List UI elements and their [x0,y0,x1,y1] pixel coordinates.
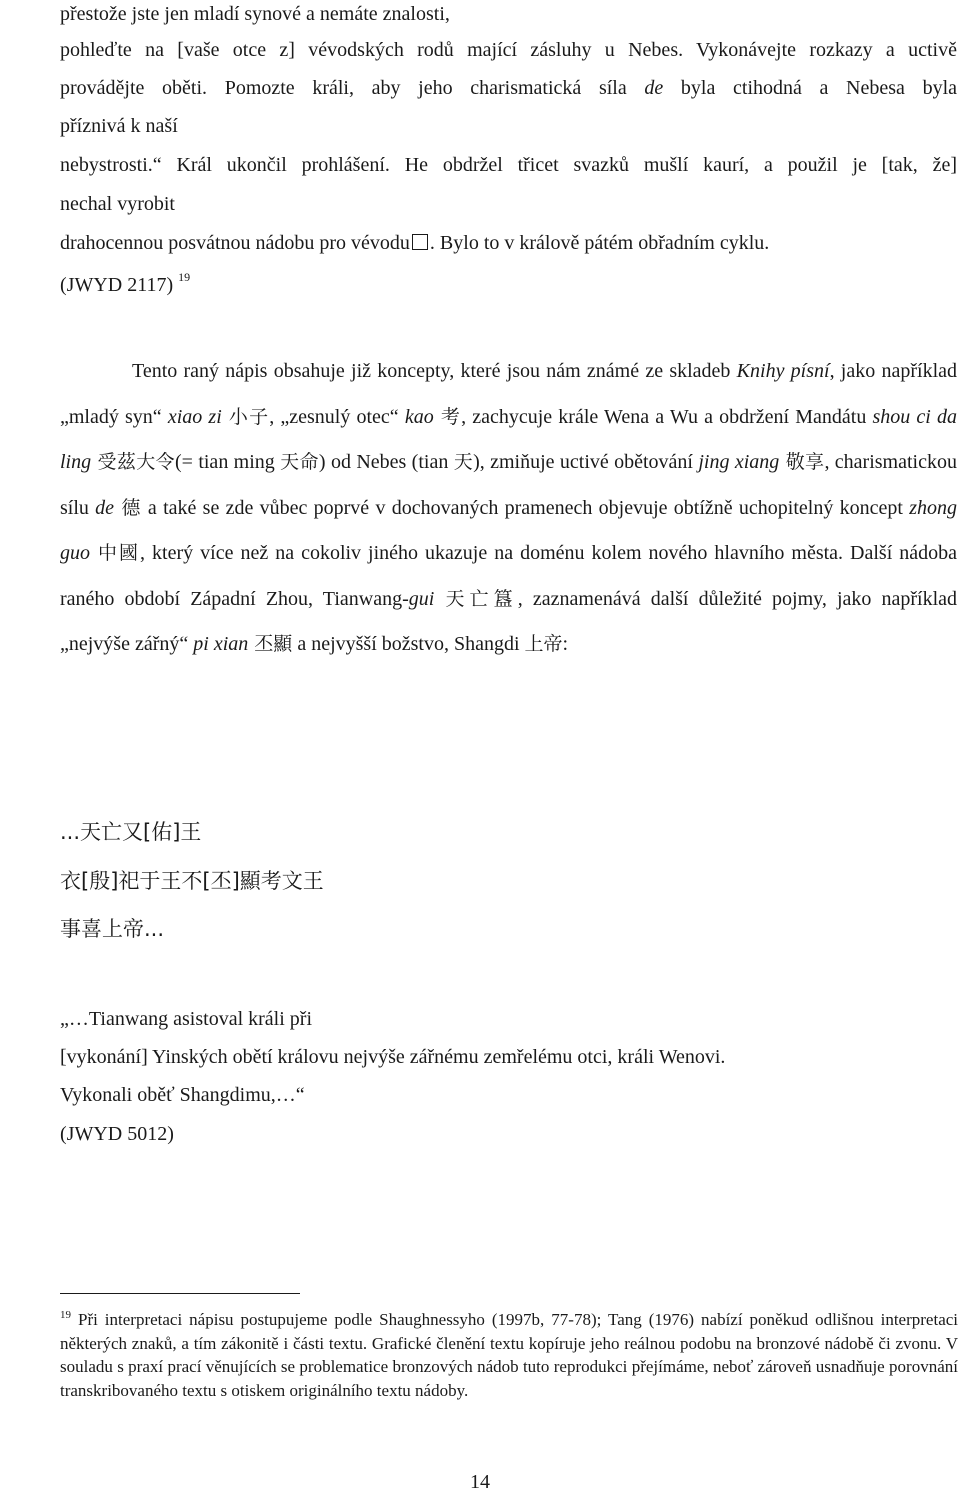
chinese-characters: 上帝 [524,633,563,655]
text-fragment: , „zesnulý otec“ [269,405,405,428]
chinese-characters: 天 [453,451,474,473]
term-italic: gui [408,587,435,610]
text-fragment: Tento raný nápis obsahuje již koncepty, které jsou nám známé ze skladeb [132,360,737,382]
text-fragment: . Bylo to v králově pátém obřadním cyklu. [429,232,770,254]
term-italic: kao [404,405,434,428]
text-fragment: provádějte oběti. Pomozte králi, aby jeho charismatická síla [60,77,645,99]
chinese-characters: 敬享 [779,451,825,473]
text-fragment: , jako například „mladý syn“ [60,360,958,428]
term-de: de [644,77,664,99]
term-italic: xiao zi [167,405,222,428]
citation: (JWYD 2117) [60,274,174,296]
citation-line [60,270,191,297]
text-fragment: , charismatickou sílu [60,451,957,519]
chinese-characters: 小子 [221,405,270,428]
text-line: přestože jste jen mladí synové a nemáte znalosti, [60,3,450,25]
text-fragment: , zaznamenává další důležité pojmy, jako například „nejvýše zářný“ [60,587,958,655]
term-italic: shou ci da ling [60,405,957,473]
chinese-characters: 德 [114,496,142,519]
translation-line: [vykonání] Yinských obětí královu nejvýše zářnému zemřelému otci, králi Wenovi. [60,1046,726,1068]
inscription-line: 衣[殷]祀于王不[丕]顯考文王 [60,869,324,893]
text-line [60,231,769,255]
text-line [60,76,957,100]
text-fragment: a nejvyšší božstvo, Shangdi [292,633,525,655]
text-fragment: byla ctihodná a Nebesa byla [663,77,958,99]
text-fragment: ) od Nebes (tian [318,451,454,473]
term-italic: zhong guo [60,496,957,564]
title-italic: Knihy písní [736,360,830,382]
footnote [60,1308,958,1403]
text-fragment: ), zmiňuje uctivé obětování [473,451,699,473]
chinese-characters: 考 [433,405,462,428]
inscription-line: ...天亡又[佑]王 [60,820,202,844]
text-fragment: : [562,633,569,655]
footnote-text: Při interpretaci nápisu postupujeme podle Shaughnessyho (1997b, 77-78); Tang (1976) nabízí poněkud odlišnou interpretaci některých znaků, a tím zákonitě i části textu. Grafické členění textu kopíruje jeho reálnou podobu na bronzové nádobě či zvonu. V souladu s praxí prací věnujících se problematice bronzových nádob tuto reprodukci přejímáme, neboť zároveň usnadňuje porovnání transkribovaného textu s otiskem originálního textu nádoby. [60,1310,959,1401]
footnote-reference[interactable]: 19 [178,270,191,284]
missing-character-box-icon [412,234,428,250]
page-number: 14 [470,1471,490,1493]
text-line: nechal vyrobit [60,193,175,215]
text-fragment: drahocennou posvátnou nádobu pro vévodu [60,232,410,254]
text-fragment: , který více než na cokoliv jiného ukazuje na doménu kolem nového hlavního města. Další nádoba raného období Západní Zhou, Tianwang- [60,542,957,610]
inscription-line: 事喜上帝... [60,917,165,941]
text-fragment: (= tian ming [175,451,281,473]
citation-line: (JWYD 5012) [60,1123,174,1145]
term-italic: jing xiang [698,451,780,473]
chinese-characters: 天亡簋 [434,587,518,610]
body-paragraph [60,349,957,668]
text-fragment: a také se zde vůbec poprvé v dochovaných pramenech objevuje obtížně uchopitelný koncept [141,496,910,519]
text-line: pohleďte na [vaše otce z] vévodských rodů mající zásluhy u Nebes. Vykonávejte rozkazy a uctivě [60,39,957,61]
text-line: nebystrosti.“ Král ukončil prohlášení. He obdržel třicet svazků mušlí kaurí, a použil je [tak, že] [60,154,957,176]
term-italic: de [95,496,115,519]
chinese-characters: 丕顯 [248,633,293,655]
translation-line: „…Tianwang asistoval králi při [60,1008,313,1030]
chinese-characters: 受茲大令 [91,451,176,473]
text-fragment: , zachycuje krále Wena a Wu a obdržení Mandátu [461,405,873,428]
chinese-characters: 天命 [280,451,319,473]
footnote-number: 19 [60,1309,71,1321]
chinese-characters: 中國 [90,542,141,564]
footnote-separator [60,1293,300,1294]
translation-line: Vykonali oběť Shangdimu,…“ [60,1084,305,1106]
term-italic: pi xian [193,633,249,655]
text-line: příznivá k naší [60,115,178,137]
